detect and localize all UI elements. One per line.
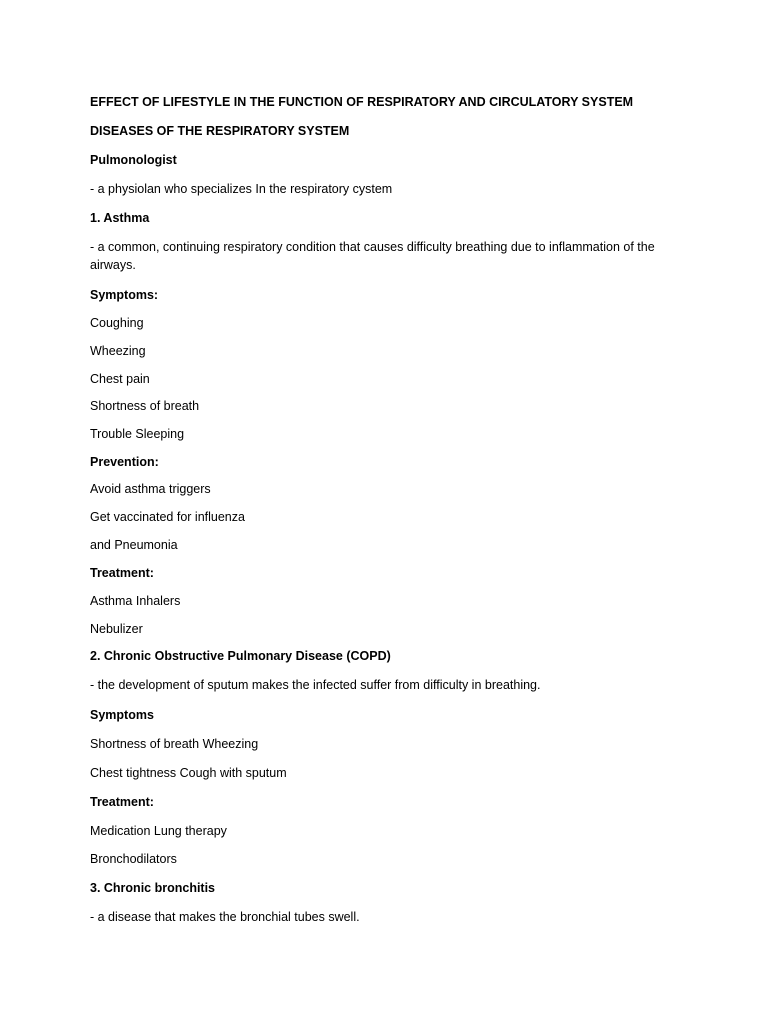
list-item: Coughing	[90, 316, 144, 330]
copd-treatment-heading: Treatment:	[90, 795, 154, 809]
section-title: DISEASES OF THE RESPIRATORY SYSTEM	[90, 124, 350, 138]
list-item: Shortness of breath Wheezing	[90, 737, 259, 751]
list-item: Avoid asthma triggers	[90, 482, 211, 496]
copd-symptoms-heading: Symptoms	[90, 708, 154, 722]
list-item: Bronchodilators	[90, 852, 177, 866]
list-item: Wheezing	[90, 344, 146, 358]
copd-definition: - the development of sputum makes the infected suffer from difficulty in breathing.	[90, 678, 541, 692]
document-title: EFFECT OF LIFESTYLE IN THE FUNCTION OF RESPIRATORY AND CIRCULATORY SYSTEM	[90, 95, 634, 109]
list-item: Shortness of breath	[90, 399, 200, 413]
pulmonologist-definition: - a physiolan who specializes In the respiratory cystem	[90, 182, 393, 196]
asthma-definition: - a common, continuing respiratory condition that causes difficulty breathing due to inflammation of the airways.	[90, 240, 655, 272]
list-item: Chest tightness Cough with sputum	[90, 766, 287, 780]
asthma-prevention-heading: Prevention:	[90, 455, 159, 469]
bronchitis-heading: 3. Chronic bronchitis	[90, 881, 216, 895]
list-item: Get vaccinated for influenza	[90, 510, 245, 524]
copd-heading: 2. Chronic Obstructive Pulmonary Disease (COPD)	[90, 649, 391, 663]
list-item: Chest pain	[90, 372, 150, 386]
list-item: Asthma Inhalers	[90, 594, 181, 608]
list-item: Trouble Sleeping	[90, 427, 185, 441]
list-item: and Pneumonia	[90, 538, 178, 552]
bronchitis-definition: - a disease that makes the bronchial tubes swell.	[90, 910, 360, 924]
asthma-heading: 1. Asthma	[90, 211, 150, 225]
list-item: Nebulizer	[90, 622, 143, 636]
asthma-treatment-heading: Treatment:	[90, 566, 154, 580]
pulmonologist-heading: Pulmonologist	[90, 153, 177, 167]
asthma-symptoms-heading: Symptoms:	[90, 288, 159, 302]
list-item: Medication Lung therapy	[90, 824, 227, 838]
